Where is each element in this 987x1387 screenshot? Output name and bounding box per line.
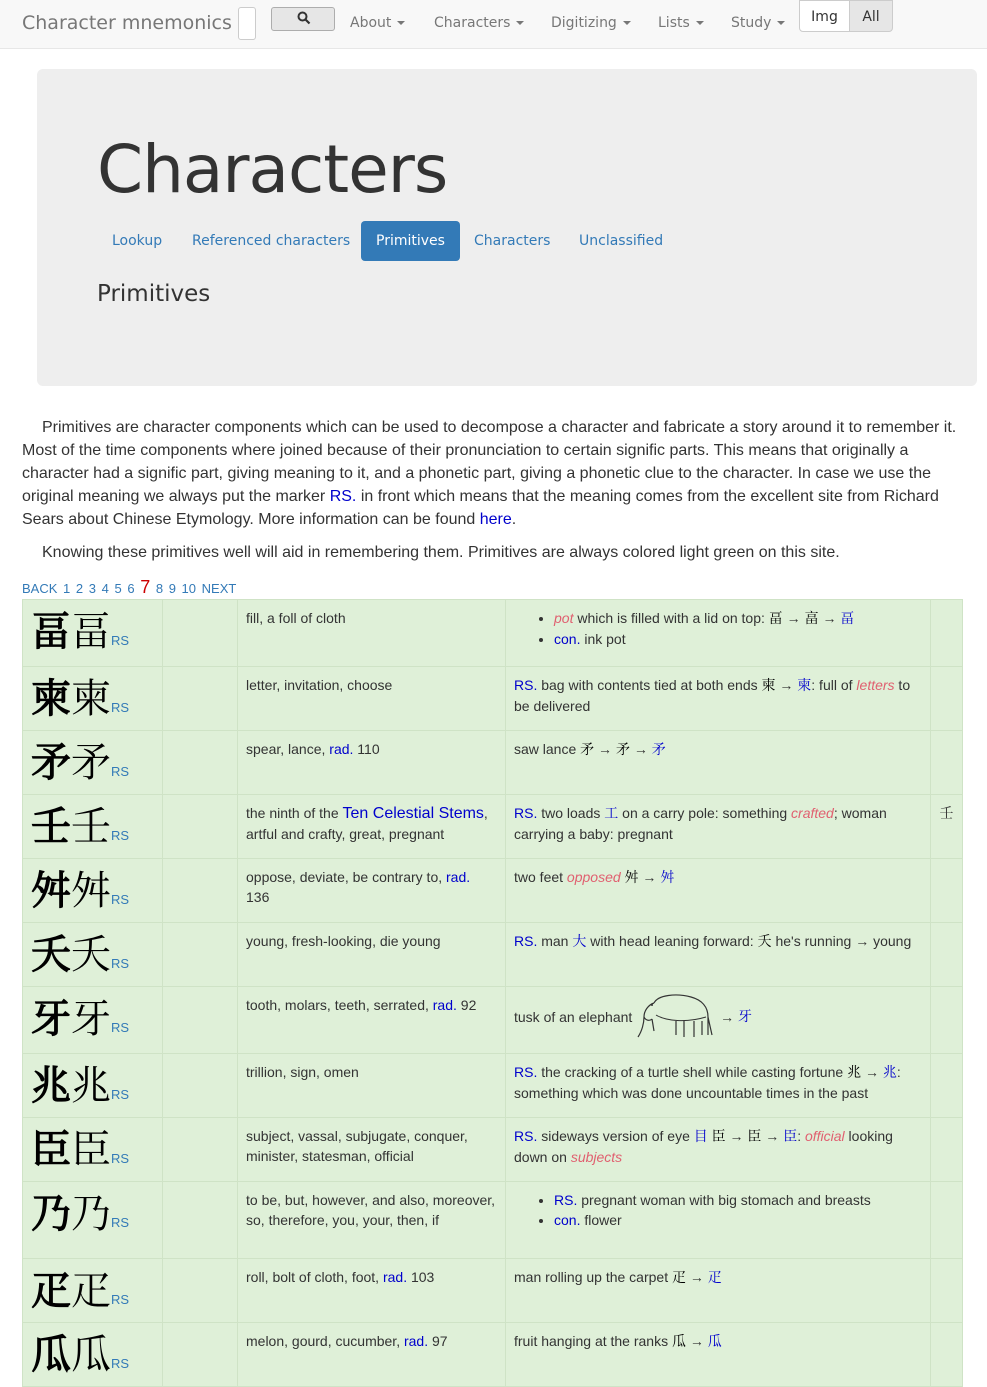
character-cell[interactable] xyxy=(23,987,163,1054)
empty-cell xyxy=(163,731,238,795)
toggle-all-button[interactable]: All xyxy=(849,0,893,32)
character-bold: 牙 xyxy=(31,996,71,1042)
search-icon xyxy=(297,11,311,25)
character-cell[interactable] xyxy=(23,795,163,859)
character-bold: 兆 xyxy=(31,1063,71,1109)
table-row xyxy=(23,859,963,923)
here-link[interactable]: here xyxy=(479,511,512,528)
empty-cell xyxy=(163,923,238,987)
character-cell[interactable] xyxy=(23,731,163,795)
meaning-cell: the ninth of the Ten Celestial Stems, artful and crafty, great, pregnant xyxy=(238,795,506,859)
mnemonic-cell: RS. sideways version of eye 目 臣 → 臣 → 臣: official looking down on subjects xyxy=(506,1118,931,1182)
character-bold: 畐 xyxy=(31,609,71,655)
table-row xyxy=(23,1259,963,1323)
empty-cell xyxy=(163,1182,238,1259)
rs-link[interactable]: RS. xyxy=(514,677,538,693)
side-cell xyxy=(931,1259,963,1323)
nav-about[interactable]: About xyxy=(350,15,405,31)
empty-cell xyxy=(163,1259,238,1323)
intro-paragraph-1: Primitives are character components which can be used to decompose a character and fabricate a story around it to remember it. Most of the time components where joined because of their pronunciation to certain signific parts. This means that originally a character had a signific part, giving meaning to it, and a phonetic part, giving a phonetic clue to the character. In case we use the original meaning we always put the marker RS. in front which means that the meaning comes from the excellent site from Richard Sears about Chinese Etymology. More information can be found here. xyxy=(22,419,957,528)
meaning-cell: letter, invitation, choose xyxy=(238,667,506,731)
rs-link[interactable]: RS xyxy=(111,1292,130,1307)
character-link[interactable]: 大 xyxy=(572,934,587,950)
primitives-table xyxy=(22,599,963,1387)
tab-referenced-characters[interactable]: Referenced characters xyxy=(192,233,351,249)
toggle-img-button[interactable]: Img xyxy=(799,0,850,32)
table-row xyxy=(23,1118,963,1182)
empty-cell xyxy=(163,667,238,731)
rs-link[interactable]: RS xyxy=(111,1356,130,1371)
caret-down-icon xyxy=(516,21,524,25)
side-cell xyxy=(931,1054,963,1118)
mnemonic-cell: fruit hanging at the ranks 瓜 → 瓜 xyxy=(506,1323,931,1387)
meaning-cell: to be, but, however, and also, moreover, so, therefore, you, your, then, if xyxy=(238,1182,506,1259)
tab-lookup[interactable]: Lookup xyxy=(112,233,163,249)
mnemonic-cell: two feet opposed 舛 → 舛 xyxy=(506,859,931,923)
search-input[interactable] xyxy=(238,7,256,40)
search-button[interactable] xyxy=(271,7,335,31)
character-light: 兆 xyxy=(71,1063,111,1109)
rs-link[interactable]: RS. xyxy=(514,805,538,821)
page-link[interactable]: 5 xyxy=(114,581,122,596)
mnemonic-cell: tusk of an elephant → 牙 xyxy=(506,987,931,1054)
character-bold: 矛 xyxy=(31,740,71,786)
empty-cell xyxy=(163,859,238,923)
tab-unclassified[interactable]: Unclassified xyxy=(579,233,664,249)
character-cell[interactable] xyxy=(23,667,163,731)
character-bold: 疋 xyxy=(31,1268,71,1314)
character-cell[interactable] xyxy=(23,923,163,987)
caret-down-icon xyxy=(397,21,405,25)
mnemonic-cell: • pot which is filled with a lid on top: 畐 → 畗 → 畐 • con. ink pot xyxy=(506,600,931,667)
table-row xyxy=(23,731,963,795)
rs-link[interactable]: RS xyxy=(111,764,130,779)
side-cell xyxy=(931,923,963,987)
character-link[interactable]: 疋 xyxy=(707,1270,722,1286)
character-light: 柬 xyxy=(71,676,111,722)
page-link[interactable]: 10 xyxy=(181,581,197,596)
rs-link[interactable]: RS. xyxy=(514,1064,538,1080)
table-row xyxy=(23,1182,963,1259)
rs-link[interactable]: RS xyxy=(111,1215,130,1230)
con-link[interactable]: con. xyxy=(554,1212,581,1228)
character-link[interactable]: 柬 xyxy=(797,678,812,694)
rs-link[interactable]: RS. xyxy=(514,933,538,949)
table-row xyxy=(23,600,963,667)
rad-link[interactable]: rad. xyxy=(403,1333,429,1349)
character-bold: 乃 xyxy=(31,1191,71,1237)
mnemonic-cell: RS. man 大 with head leaning forward: 夭 he's running → young xyxy=(506,923,931,987)
character-cell[interactable] xyxy=(23,1054,163,1118)
character-bold: 壬 xyxy=(31,804,71,850)
rs-link[interactable]: RS. xyxy=(554,1192,578,1208)
rs-link[interactable]: RS. xyxy=(514,1128,538,1144)
meaning-cell: trillion, sign, omen xyxy=(238,1054,506,1118)
rs-link[interactable]: RS xyxy=(111,892,130,907)
character-link[interactable]: 舛 xyxy=(660,870,675,886)
header-panel xyxy=(37,69,977,386)
character-light: 牙 xyxy=(71,996,111,1042)
rs-link[interactable]: RS xyxy=(111,1020,130,1035)
page-link[interactable]: 3 xyxy=(88,581,96,596)
elephant-illustration xyxy=(636,991,716,1043)
mnemonic-cell: RS. two loads 工 on a carry pole: something crafted; woman carrying a baby: pregnant xyxy=(506,795,931,859)
character-link[interactable]: 兆 xyxy=(882,1065,897,1081)
empty-cell xyxy=(163,600,238,667)
caret-down-icon xyxy=(623,21,631,25)
pagination-next[interactable]: NEXT xyxy=(201,581,237,596)
table-row xyxy=(23,1323,963,1387)
mnemonic-cell: • RS. pregnant woman with big stomach and breasts • con. flower xyxy=(506,1182,931,1259)
celestial-stems-link[interactable]: Ten Celestial Stems xyxy=(342,805,484,822)
meaning-cell: oppose, deviate, be contrary to, rad. 136 xyxy=(238,859,506,923)
caret-down-icon xyxy=(696,21,704,25)
rad-link[interactable]: rad. xyxy=(432,997,457,1013)
brand-link[interactable]: Character mnemonics xyxy=(22,12,232,34)
meaning-cell: young, fresh-looking, die young xyxy=(238,923,506,987)
tab-characters[interactable]: Characters xyxy=(474,233,551,249)
page-current: 7 xyxy=(140,577,151,597)
intro-paragraph-2: Knowing these primitives well will aid in remembering them. Primitives are always colored light green on this site. xyxy=(42,544,840,561)
character-cell[interactable] xyxy=(23,1259,163,1323)
mnemonic-cell: saw lance 矛 → 矛 → 矛 xyxy=(506,731,931,795)
rad-link[interactable]: rad. xyxy=(382,1269,408,1285)
tab-primitives[interactable]: Primitives xyxy=(361,221,460,261)
pagination xyxy=(22,577,238,598)
page-link[interactable]: 8 xyxy=(155,581,164,596)
empty-cell xyxy=(163,1118,238,1182)
rs-link[interactable]: RS xyxy=(111,1087,130,1102)
rad-link[interactable]: rad. xyxy=(329,741,354,757)
table-row xyxy=(23,987,963,1054)
meaning-cell: spear, lance, rad. 110 xyxy=(238,731,506,795)
character-light: 畐 xyxy=(71,609,111,655)
character-link[interactable]: 臣 xyxy=(783,1129,798,1145)
caret-down-icon xyxy=(777,21,785,25)
character-light: 臣 xyxy=(71,1127,111,1173)
nav-characters[interactable]: Characters xyxy=(434,15,524,31)
rs-link[interactable]: RS xyxy=(111,700,130,715)
nav-digitizing[interactable]: Digitizing xyxy=(551,15,631,31)
character-light: 夭 xyxy=(71,932,111,978)
side-cell xyxy=(931,667,963,731)
side-cell xyxy=(931,987,963,1054)
side-cell xyxy=(931,859,963,923)
character-bold: 瓜 xyxy=(31,1332,71,1378)
character-link[interactable]: 牙 xyxy=(737,1009,752,1025)
table-row xyxy=(23,795,963,859)
mnemonic-cell: RS. the cracking of a turtle shell while casting fortune 兆 → 兆: something which was done uncountable times in the past xyxy=(506,1054,931,1118)
character-light: 壬 xyxy=(71,804,111,850)
character-link[interactable]: 矛 xyxy=(651,742,666,758)
empty-cell xyxy=(163,1054,238,1118)
character-light: 瓜 xyxy=(71,1332,111,1378)
page-link[interactable]: 6 xyxy=(127,581,135,596)
character-bold: 柬 xyxy=(31,676,71,722)
meaning-cell: melon, gourd, cucumber, rad. 97 xyxy=(238,1323,506,1387)
empty-cell xyxy=(163,1323,238,1387)
side-cell xyxy=(931,1118,963,1182)
rs-link[interactable]: RS xyxy=(111,956,130,971)
page-link[interactable]: 1 xyxy=(63,581,71,596)
table-row xyxy=(23,667,963,731)
nav-study[interactable]: Study xyxy=(731,15,785,31)
meaning-cell: subject, vassal, subjugate, conquer, minister, statesman, official xyxy=(238,1118,506,1182)
page-title: Characters xyxy=(97,131,448,208)
meaning-cell: fill, a foll of cloth xyxy=(238,600,506,667)
side-cell[interactable]: 壬 xyxy=(931,795,963,859)
page-link[interactable]: 9 xyxy=(168,581,176,596)
character-bold: 舛 xyxy=(31,868,71,914)
meaning-cell: tooth, molars, teeth, serrated, rad. 92 xyxy=(238,987,506,1054)
character-cell[interactable] xyxy=(23,859,163,923)
character-light: 乃 xyxy=(71,1191,111,1237)
character-cell[interactable] xyxy=(23,1118,163,1182)
rs-link[interactable]: RS xyxy=(111,1151,130,1166)
side-cell xyxy=(931,731,963,795)
table-row xyxy=(23,923,963,987)
rad-link[interactable]: rad. xyxy=(446,869,471,885)
rs-link[interactable]: RS xyxy=(111,828,130,843)
side-cell xyxy=(931,1323,963,1387)
character-link[interactable]: 工 xyxy=(604,806,619,822)
side-cell xyxy=(931,1182,963,1259)
mnemonic-cell: RS. bag with contents tied at both ends 柬 → 柬: full of letters to be delivered xyxy=(506,667,931,731)
page-link[interactable]: 4 xyxy=(101,581,109,596)
mnemonic-cell: man rolling up the carpet 疋 → 疋 xyxy=(506,1259,931,1323)
intro-text xyxy=(22,416,962,574)
character-bold: 夭 xyxy=(31,932,71,978)
top-navbar xyxy=(0,0,987,49)
section-subtitle: Primitives xyxy=(97,281,211,307)
character-link[interactable]: 瓜 xyxy=(707,1334,722,1350)
page-link[interactable]: 2 xyxy=(75,581,84,596)
nav-lists[interactable]: Lists xyxy=(658,15,704,31)
character-bold: 臣 xyxy=(31,1127,71,1173)
table-row xyxy=(23,1054,963,1118)
rs-marker-link[interactable]: RS. xyxy=(329,488,357,505)
character-light: 疋 xyxy=(71,1268,111,1314)
character-cell[interactable] xyxy=(23,1323,163,1387)
character-link[interactable]: 目 xyxy=(693,1129,708,1145)
character-light: 舛 xyxy=(71,868,111,914)
character-cell[interactable] xyxy=(23,600,163,667)
rs-link[interactable]: RS xyxy=(111,633,130,648)
meaning-cell: roll, bolt of cloth, foot, rad. 103 xyxy=(238,1259,506,1323)
empty-cell xyxy=(163,795,238,859)
character-cell[interactable] xyxy=(23,1182,163,1259)
empty-cell xyxy=(163,987,238,1054)
con-link[interactable]: con. xyxy=(554,631,581,647)
character-light: 矛 xyxy=(71,740,111,786)
character-link[interactable]: 畐 xyxy=(840,611,855,627)
pagination-back[interactable]: BACK xyxy=(22,581,58,596)
side-cell xyxy=(931,600,963,667)
